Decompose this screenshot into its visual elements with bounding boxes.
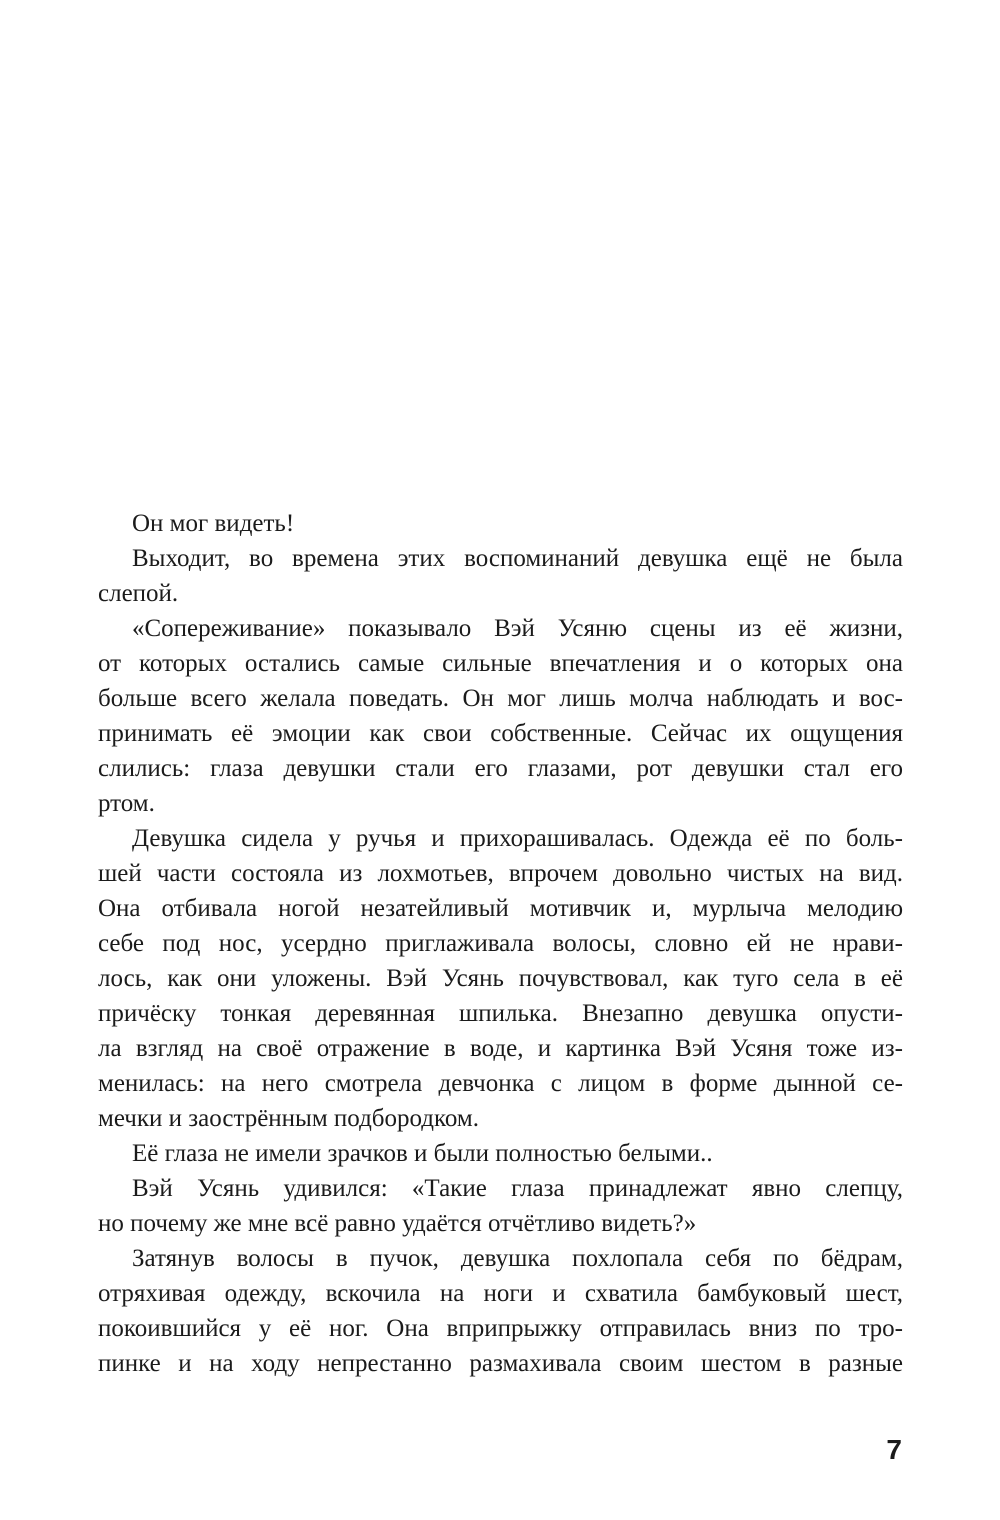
text-line: слились: глаза девушки стали его глазами, рот девушки стал его [98, 755, 903, 782]
text-line: но почему же мне всё равно удаётся отчётливо видеть?» [98, 1210, 697, 1237]
text-line: слепой. [98, 580, 179, 607]
text-line: принимать её эмоции как свои собственные. Сейчас их ощущения [98, 720, 903, 747]
text-line: лось, как они уложены. Вэй Усянь почувствовал, как туго села в её [98, 965, 903, 992]
text-line: «Сопереживание» показывало Вэй Усяню сцены из её жизни, [132, 615, 903, 642]
text-line: покоившийся у её ног. Она вприпрыжку отправилась вниз по тро- [98, 1315, 903, 1342]
text-line: Она отбивала ногой незатейливый мотивчик и, мурлыча мелодию [98, 895, 903, 922]
page-number: 7 [886, 1434, 902, 1465]
text-line: Выходит, во времена этих воспоминаний девушка ещё не была [132, 545, 903, 572]
body-text [98, 506, 903, 1381]
text-line: себе под нос, усердно приглаживала волосы, словно ей не нрави- [98, 930, 903, 957]
text-line: Затянув волосы в пучок, девушка похлопала себя по бёдрам, [132, 1245, 903, 1272]
text-line: Её глаза не имели зрачков и были полностью белыми.. [132, 1140, 713, 1167]
text-line: причёску тонкая деревянная шпилька. Внезапно девушка опусти- [98, 1000, 903, 1027]
text-line: Он мог видеть! [132, 510, 295, 537]
text-line: менилась: на него смотрела девчонка с лицом в форме дынной се- [98, 1070, 903, 1097]
text-line: Вэй Усянь удивился: «Такие глаза принадлежат явно слепцу, [132, 1175, 903, 1202]
text-line: шей части состояла из лохмотьев, впрочем довольно чистых на вид. [98, 860, 903, 887]
text-line: мечки и заострённым подбородком. [98, 1105, 479, 1132]
text-line: ртом. [98, 790, 155, 817]
text-line: Девушка сидела у ручья и прихорашивалась. Одежда её по боль- [132, 825, 903, 852]
text-line: от которых остались самые сильные впечатления и о которых она [98, 650, 903, 677]
text-line: отряхивая одежду, вскочила на ноги и схватила бамбуковый шест, [98, 1280, 903, 1307]
text-line: пинке и на ходу непрестанно размахивала своим шестом в разные [98, 1350, 903, 1377]
text-line: больше всего желала поведать. Он мог лишь молча наблюдать и вос- [98, 685, 903, 712]
text-line: ла взгляд на своё отражение в воде, и картинка Вэй Усяня тоже из- [98, 1035, 903, 1062]
